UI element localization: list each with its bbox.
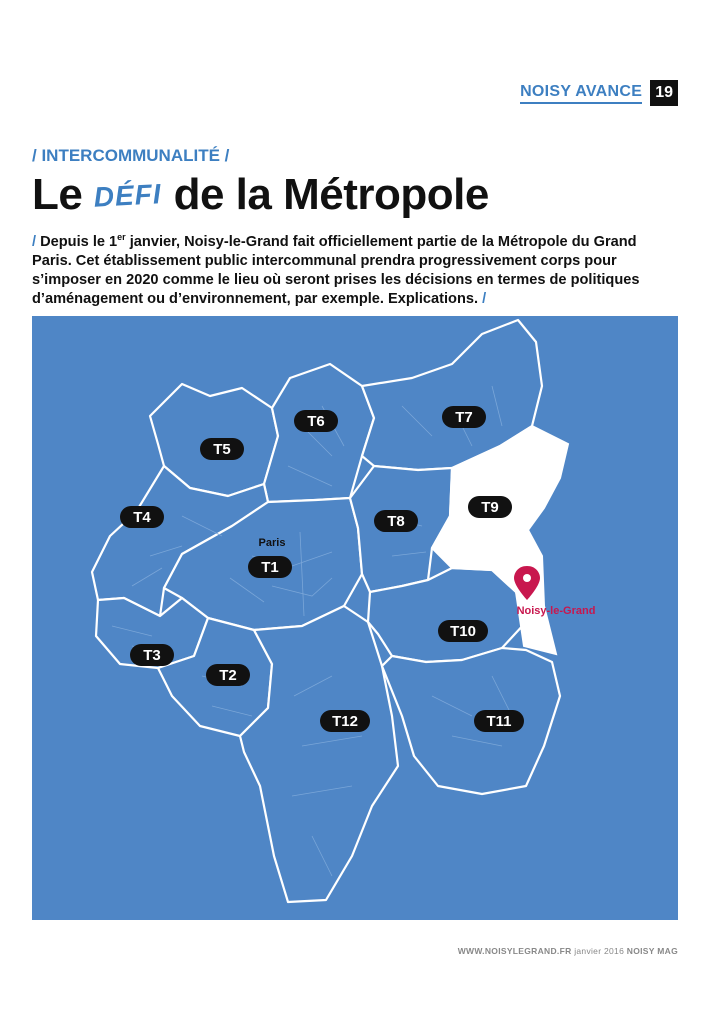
label-t4 xyxy=(120,506,164,528)
intro-text-b: janvier, Noisy-le-Grand fait officiellement partie de la Métropole du Grand Paris. Cet établissement public intercommunal prendra progressivement corps pour s’imposer en 2020 comme le lieu où seront prises les décisions en termes de politiques d’aménagement ou d’environnement, par exemple. Explications. xyxy=(32,233,640,307)
svg-text:T6: T6 xyxy=(307,413,325,430)
map-svg xyxy=(32,316,678,920)
label-t1 xyxy=(248,556,292,578)
label-t8 xyxy=(374,510,418,532)
svg-text:T5: T5 xyxy=(213,441,231,458)
metropole-map xyxy=(32,316,678,920)
label-t9 xyxy=(468,496,512,518)
noisy-label: Noisy-le-Grand xyxy=(516,605,596,617)
svg-text:T11: T11 xyxy=(486,713,512,730)
section-name: NOISY AVANCE xyxy=(520,83,642,104)
page-footer xyxy=(458,946,678,956)
label-t2 xyxy=(206,664,250,686)
title-part1: Le xyxy=(32,170,83,219)
svg-text:T8: T8 xyxy=(387,513,405,530)
label-t6 xyxy=(294,410,338,432)
svg-text:T3: T3 xyxy=(143,647,161,664)
svg-text:T9: T9 xyxy=(481,499,499,516)
intro-slash-close: / xyxy=(482,290,487,307)
svg-text:T2: T2 xyxy=(219,667,237,684)
page-header xyxy=(520,80,678,106)
label-t11 xyxy=(474,710,524,732)
title-part2: de la Métropole xyxy=(173,170,489,219)
footer-date: janvier 2016 xyxy=(574,946,625,956)
svg-text:T4: T4 xyxy=(133,509,151,526)
label-t12 xyxy=(320,710,370,732)
article-intro xyxy=(32,228,652,309)
paris-label: Paris xyxy=(258,537,286,549)
intro-sup: er xyxy=(117,232,126,242)
svg-text:T1: T1 xyxy=(261,559,279,576)
svg-text:T7: T7 xyxy=(455,409,473,426)
title-highlight: DÉFI xyxy=(93,178,163,213)
label-t7 xyxy=(442,406,486,428)
label-t5 xyxy=(200,438,244,460)
svg-text:T10: T10 xyxy=(450,623,476,640)
footer-magazine: NOISY MAG xyxy=(626,946,678,956)
rubric: / INTERCOMMUNALITÉ / xyxy=(32,146,230,165)
label-t10 xyxy=(438,620,488,642)
page-number: 19 xyxy=(650,80,678,106)
label-t3 xyxy=(130,644,174,666)
intro-text-a: Depuis le 1 xyxy=(36,233,118,250)
intro-slash-open: / xyxy=(32,233,37,250)
article-title xyxy=(32,170,489,220)
svg-text:T12: T12 xyxy=(332,713,358,730)
footer-website: WWW.NOISYLEGRAND.FR xyxy=(457,946,572,956)
